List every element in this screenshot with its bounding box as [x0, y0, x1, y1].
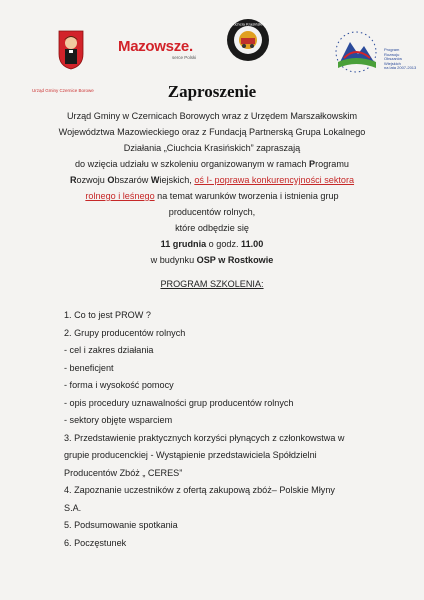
intro-line: które odbędzie się: [175, 223, 249, 233]
intro-line: do wzięcia udziału w szkoleniu organizowanym w ramach Programu: [75, 159, 349, 169]
program-list: [64, 307, 392, 552]
list-item: - cel i zakres działania: [64, 345, 154, 355]
lgd-ciuchcia-logo-icon: [226, 18, 270, 62]
intro-line: producentów rolnych,: [168, 207, 256, 217]
list-item: 4. Zapoznanie uczestników z ofertą zakupową zbóż– Polskie Młyny: [64, 485, 335, 495]
list-item: 1. Co to jest PROW ?: [64, 310, 151, 320]
event-date: 11 grudnia o godz. 11.00: [160, 239, 264, 249]
intro-line: rolnego i leśnego na temat warunków tworzenia i istnienia grup: [85, 191, 339, 201]
list-item: - beneficjent: [64, 362, 114, 373]
list-item: - opis procedury uznawalności grup producentów rolnych: [64, 397, 294, 408]
list-item: 3. Przedstawienie praktycznych korzyści płynących z członkowstwa w: [64, 432, 345, 443]
list-item: Producentów Zbóż „ CERES”: [64, 467, 183, 478]
mazowsze-tagline: serce Polski: [172, 55, 197, 60]
invitation-text: [20, 108, 404, 268]
intro-line: Urząd Gminy w Czernicach Borowych wraz z Urzędem Marszałkowskim: [66, 111, 358, 121]
prow-axis-highlight: oś I- poprawa konkurencyjności sektora: [194, 175, 355, 185]
list-item: - sektory objęte wsparciem: [64, 415, 173, 425]
intro-line: Działania „Ciuchcia Krasińskich” zapraszają: [123, 143, 301, 153]
list-item: 5. Podsumowanie spotkania: [64, 520, 178, 530]
list-item: grupie producenckiej - Wystąpienie przedstawiciela Spółdzielni: [64, 450, 317, 460]
document-title: Zaproszenie: [167, 82, 257, 101]
lgd-ring-text: Ciuchcia Krasińskich: [229, 21, 267, 27]
prow-logo-icon: [330, 28, 382, 76]
list-item: - forma i wysokość pomocy: [64, 380, 174, 390]
prow-caption: Program Rozwoju Obszarów Wiejskich na lata 2007-2013: [384, 47, 417, 71]
mazowsze-logo: Mazowsze.: [118, 38, 193, 55]
intro-line: Rozwoju Obszarów Wiejskich, oś I- poprawa konkurencyjności sektora: [69, 175, 355, 185]
list-item: S.A.: [64, 502, 82, 513]
list-item: 2. Grupy producentów rolnych: [64, 327, 186, 338]
event-venue: w budynku OSP w Rostkowie: [150, 255, 274, 265]
list-item: 6. Poczęstunek: [64, 537, 127, 548]
program-heading: PROGRAM SZKOLENIA:: [160, 279, 264, 289]
crest-caption: Urząd Gminy Czernice Borowe: [32, 88, 94, 93]
gmina-crest-icon: [58, 30, 84, 70]
prow-axis-highlight-cont: rolnego i leśnego: [85, 191, 155, 201]
intro-line: Województwa Mazowieckiego oraz z Fundacją Partnerską Grupa Lokalnego: [58, 127, 366, 137]
